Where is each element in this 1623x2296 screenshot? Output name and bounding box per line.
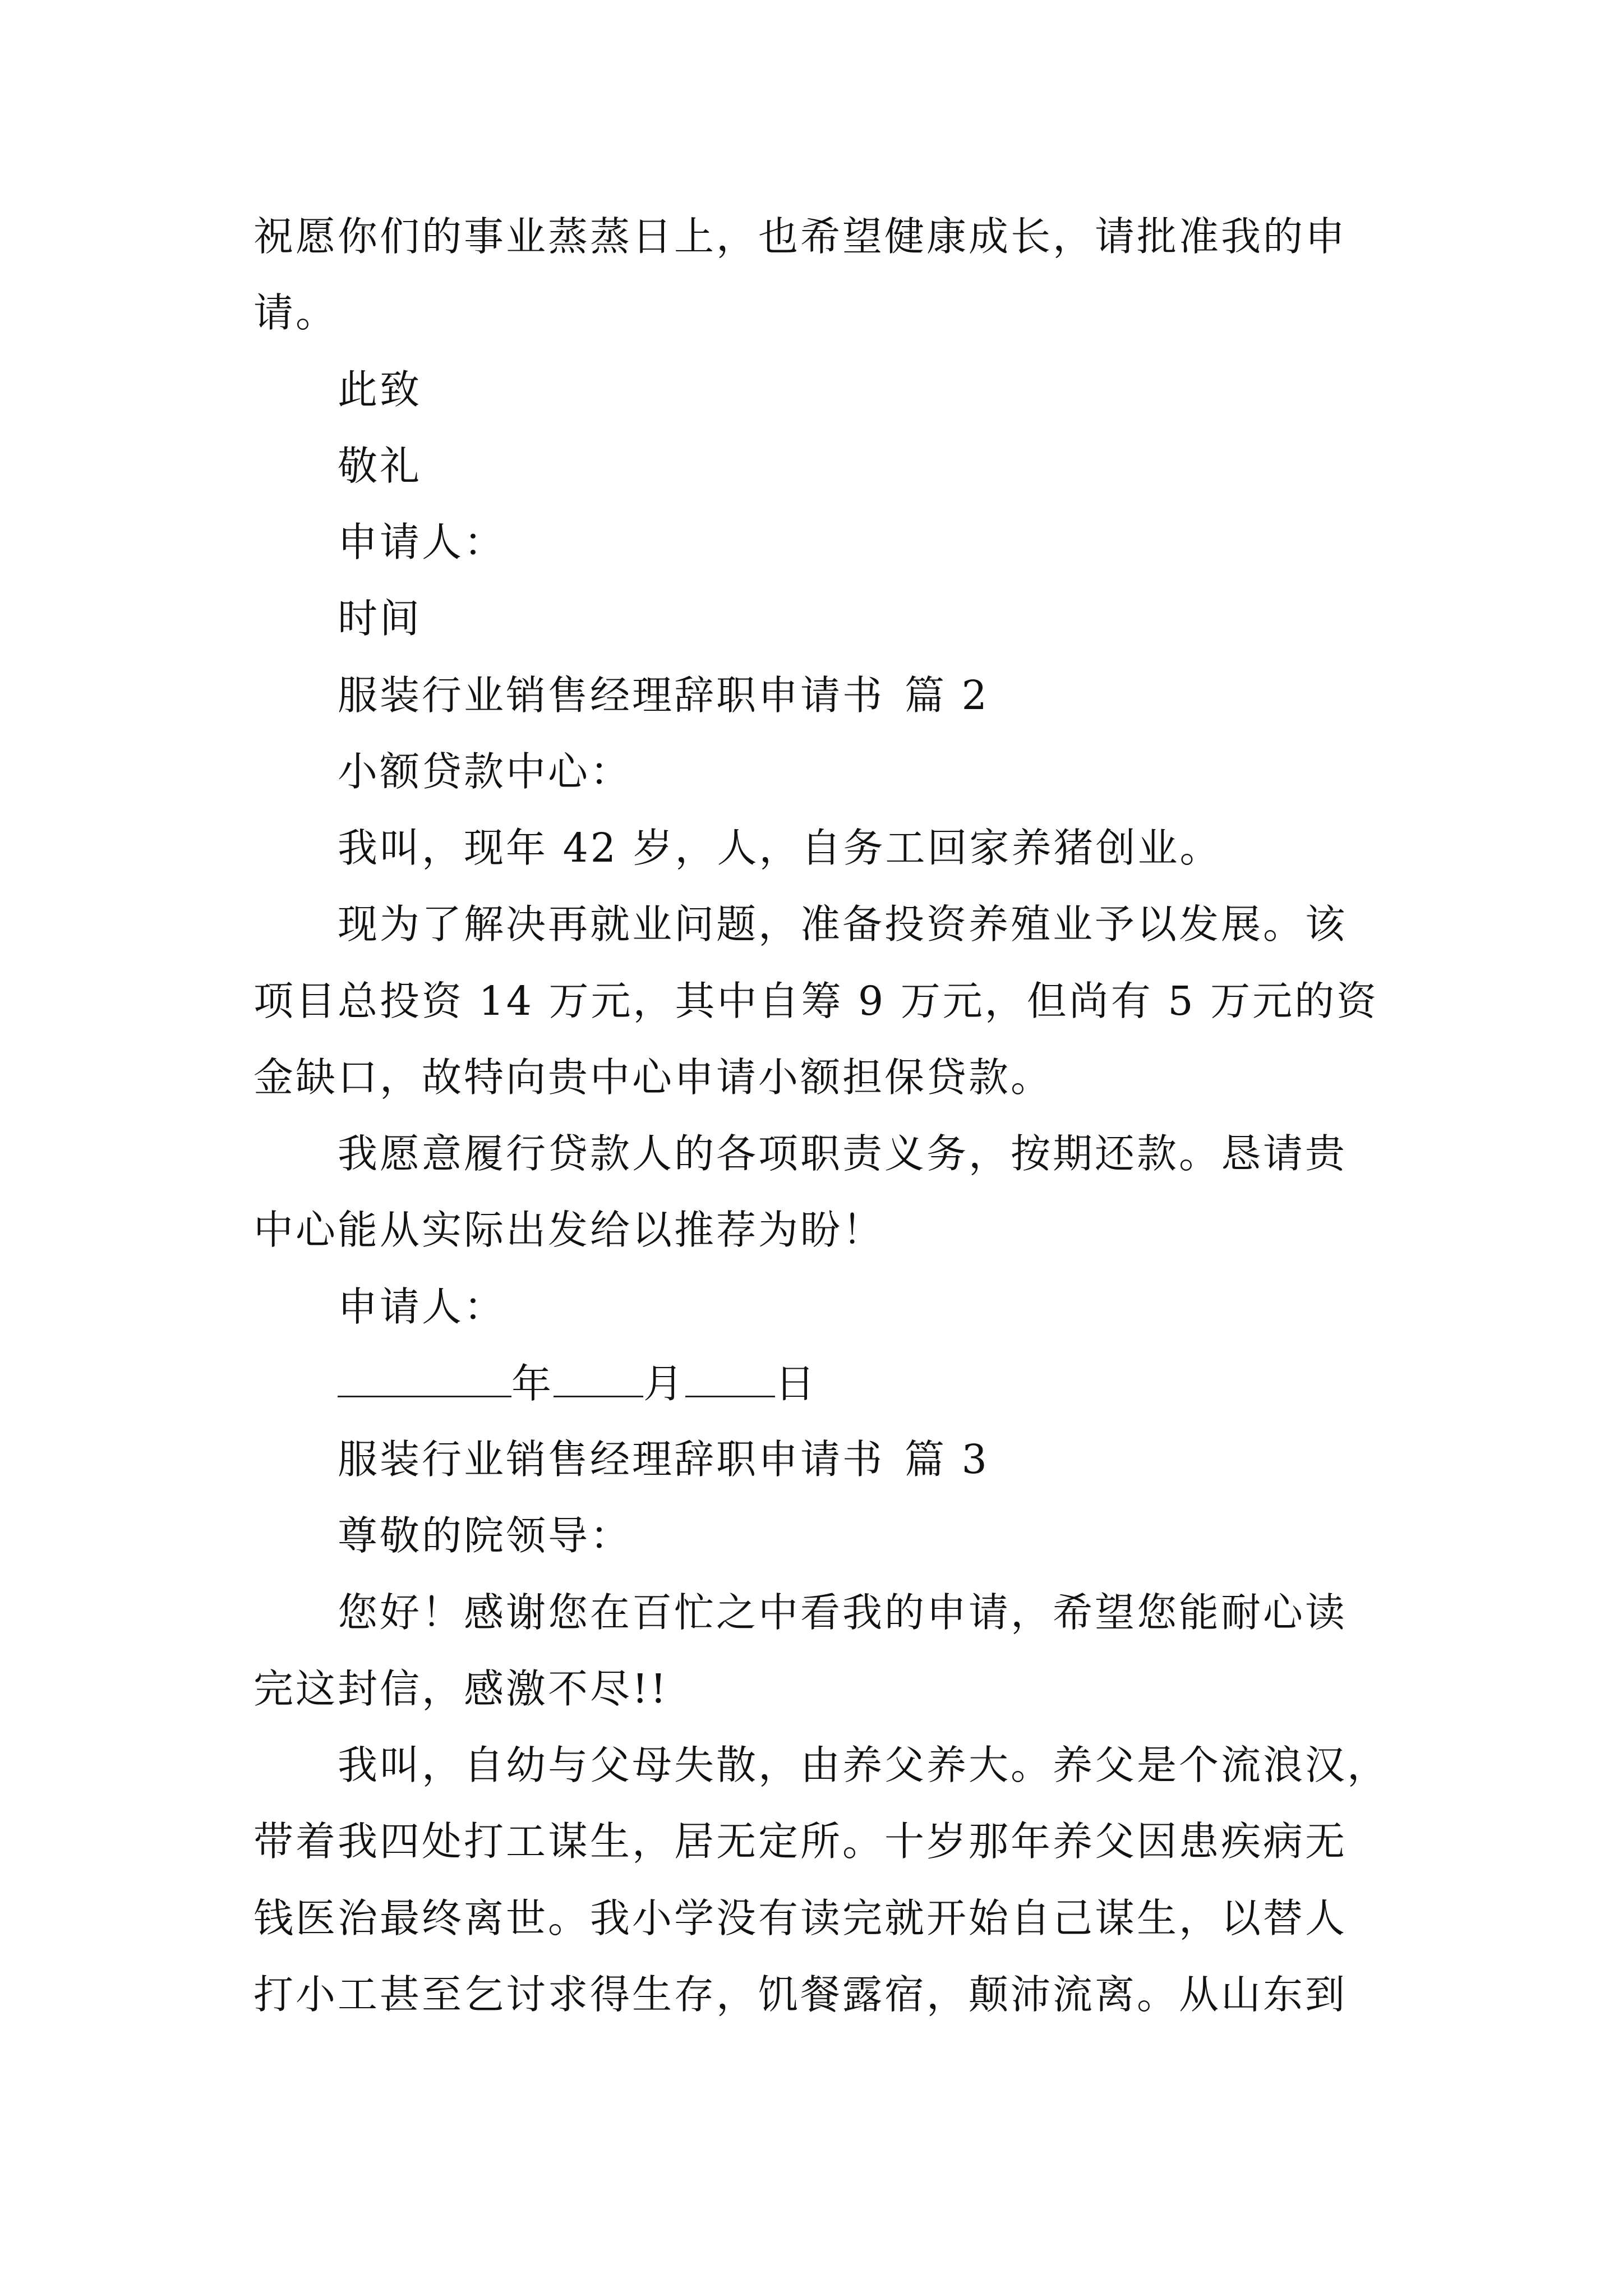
section-heading: [338, 668, 1459, 724]
day-label: 日: [775, 1360, 818, 1407]
paragraph-line: 现为了解决再就业问题，准备投资养殖业予以发展。该: [338, 901, 1348, 947]
day-blank: [685, 1355, 775, 1397]
salutation: 尊敬的院领导：: [338, 1512, 633, 1559]
section-title: 服装行业销售经理辞职申请书: [338, 1436, 885, 1483]
section-heading: [338, 1432, 1459, 1488]
year-label: 年: [511, 1360, 554, 1407]
paragraph-line: 我叫，现年 42 岁，人，自务工回家养猪创业。: [338, 825, 1222, 871]
paragraph-line: 钱医治最终离世。我小学没有读完就开始自己谋生，以替人: [253, 1895, 1348, 1941]
paragraph-line: 请。: [253, 289, 338, 336]
section-number: 篇 2: [905, 672, 989, 719]
section-title: 服装行业销售经理辞职申请书: [338, 672, 885, 719]
paragraph-line: 中心能从实际出发给以推荐为盼！: [253, 1207, 885, 1253]
month-blank: [554, 1355, 643, 1397]
month-label: 月: [643, 1360, 686, 1407]
paragraph-line: 完这封信，感激不尽!!: [253, 1665, 669, 1712]
paragraph-line: 您好！感谢您在百忙之中看我的申请，希望您能耐心读: [338, 1589, 1348, 1636]
paragraph-line: 我叫，自幼与父母失散，由养父养大。养父是个流浪汉，: [338, 1742, 1390, 1788]
applicant-label: 申请人：: [338, 1283, 506, 1330]
year-blank: [338, 1355, 511, 1397]
salutation: 小额贷款中心：: [338, 748, 633, 795]
paragraph-line: 带着我四处打工谋生，居无定所。十岁那年养父因患疾病无: [253, 1818, 1348, 1865]
paragraph-line: 金缺口，故特向贵中心申请小额担保贷款。: [253, 1054, 1053, 1101]
paragraph-line: 项目总投资 14 万元，其中自筹 9 万元，但尚有 5 万元的资: [253, 978, 1379, 1024]
paragraph-line: 打小工甚至乞讨求得生存，饥餐露宿，颠沛流离。从山东到: [253, 1971, 1348, 2018]
closing-line: 此致: [338, 366, 422, 413]
paragraph-line: 我愿意履行贷款人的各项职责义务，按期还款。恳请贵: [338, 1130, 1348, 1177]
date-fill-line: [338, 1355, 1459, 1411]
date-label: 时间: [338, 595, 422, 642]
applicant-label: 申请人：: [338, 519, 506, 565]
closing-line: 敬礼: [338, 443, 422, 489]
section-number: 篇 3: [905, 1436, 989, 1483]
paragraph-line: 祝愿你们的事业蒸蒸日上，也希望健康成长，请批准我的申: [253, 213, 1348, 260]
